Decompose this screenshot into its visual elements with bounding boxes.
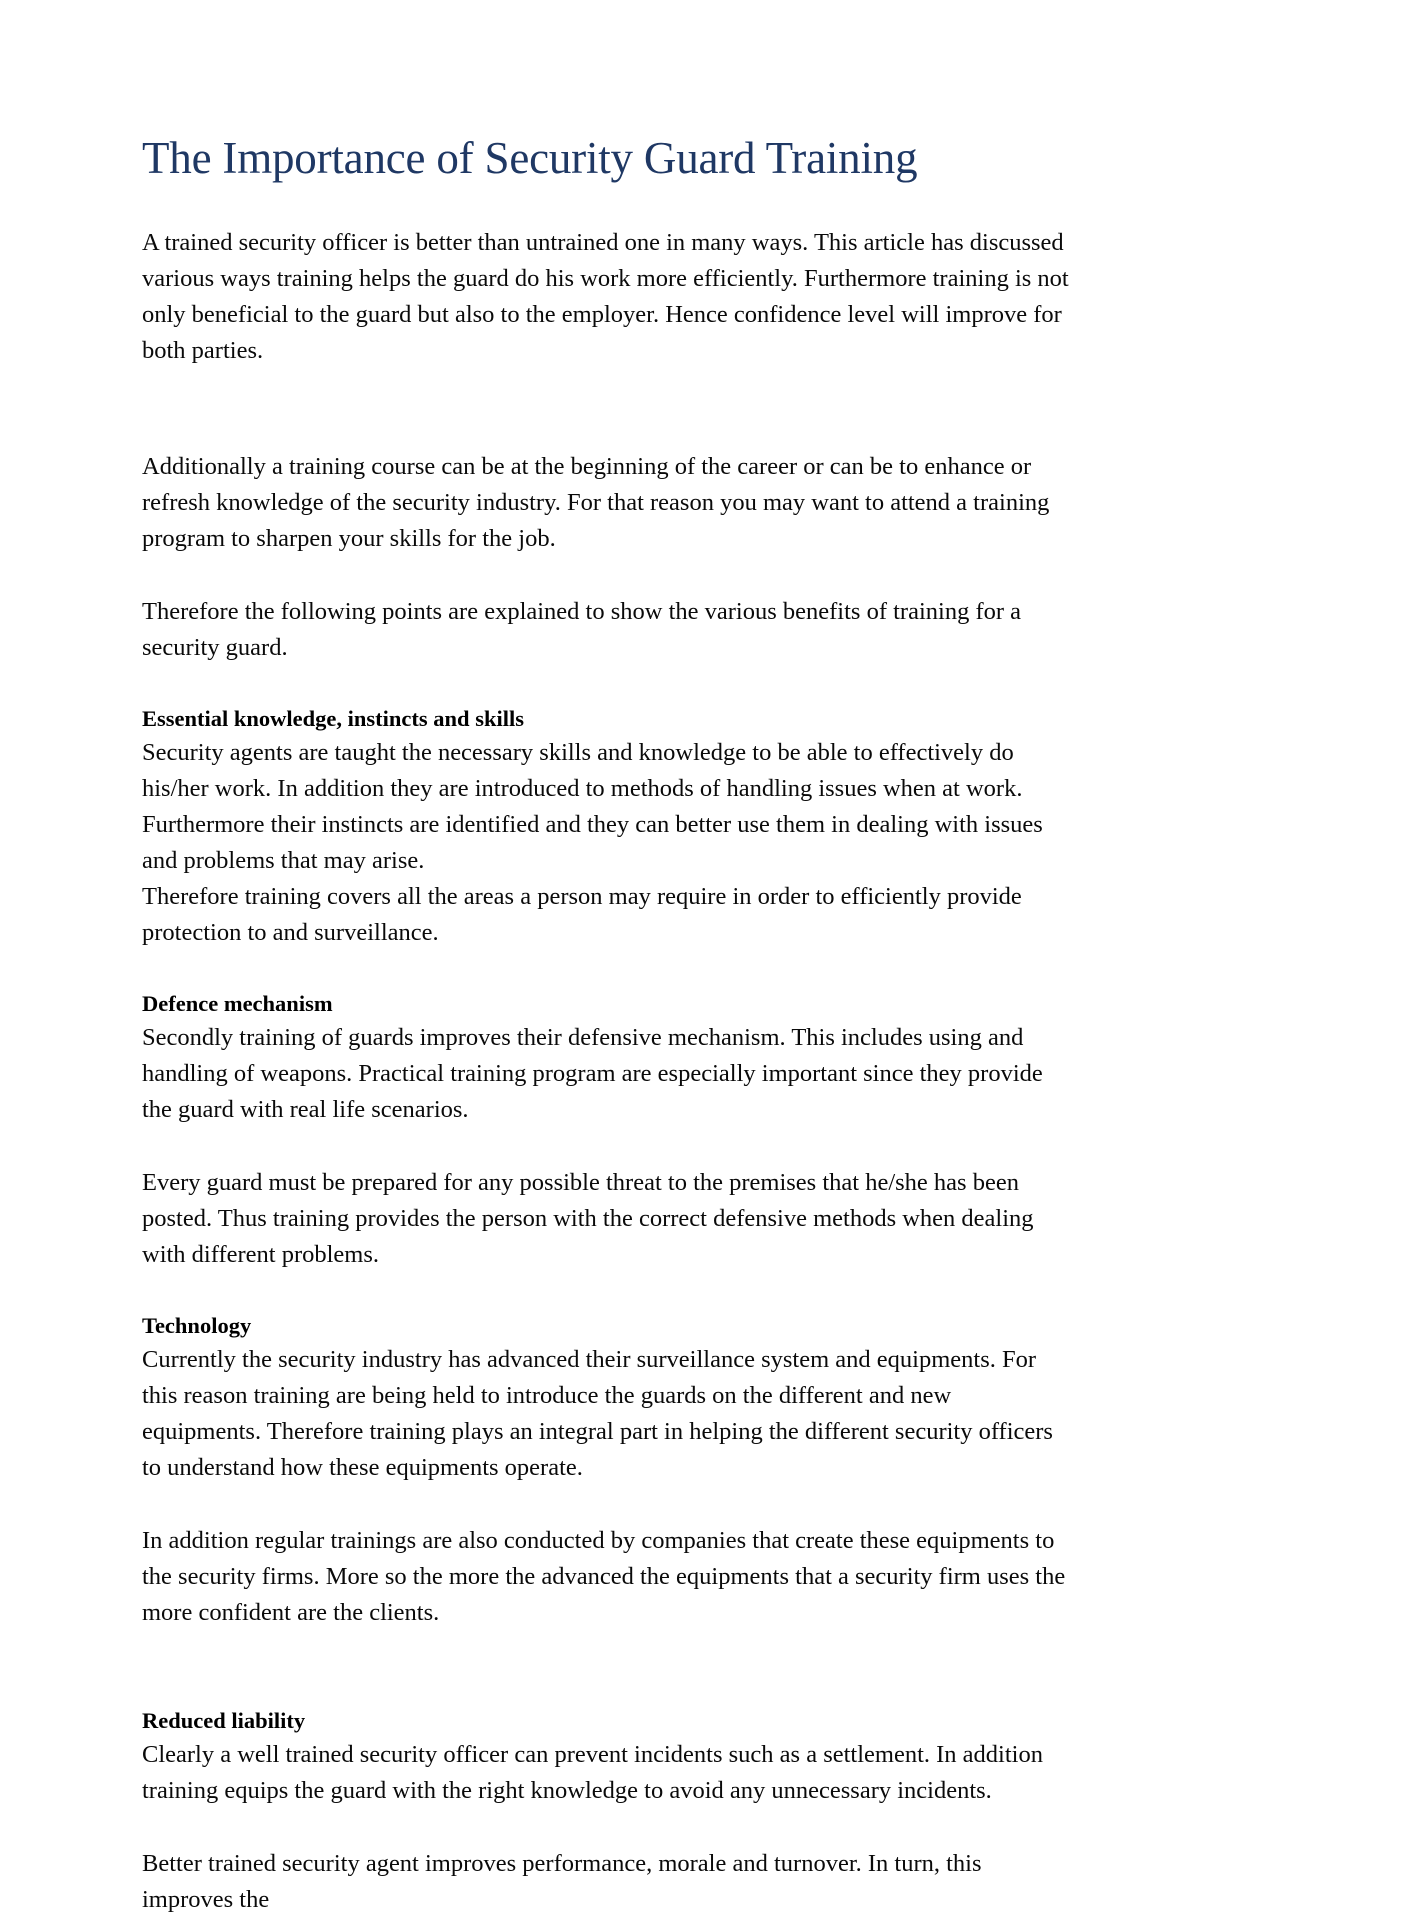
paragraph-defence-2: Every guard must be prepared for any possible threat to the premises that he/she has been posted. Thus training provides the person with the correct defensive methods when dealing with different problems. (142, 1169, 1034, 1269)
paragraph-liability-2: Better trained security agent improves performance, morale and turnover. In turn, this improves the (142, 1850, 982, 1914)
section-heading-reduced-liability: Reduced liability (142, 1708, 306, 1734)
spacer (142, 951, 1072, 988)
paragraph-defence-1: Secondly training of guards improves their defensive mechanism. This includes using and handling of weapons. Practical training program are especially important since they provide the guard with real life scenarios. (142, 1024, 1043, 1124)
section-heading-essential-knowledge: Essential knowledge, instincts and skills (142, 706, 524, 732)
section-heading-defence-mechanism: Defence mechanism (142, 991, 333, 1017)
paragraph-technology-1: Currently the security industry has advanced their surveillance system and equipments. For this reason training are being held to introduce the guards on the different and new equipments. Therefore training plays an integral part in helping the different security officers to understand how these equipments operate. (142, 1346, 1053, 1482)
spacer (142, 1486, 1072, 1523)
paragraph-intro-1: A trained security officer is better than untrained one in many ways. This article has discussed various ways training helps the guard do his work more efficiently. Furthermore training is not only beneficial to the guard but also to the employer. Hence confidence level will improve for both parties. (142, 229, 1069, 365)
paragraph-intro-2: Additionally a training course can be at the beginning of the career or can be to enhance or refresh knowledge of the security industry. For that reason you may want to attend a training program to sharpen your skills for the job. (142, 453, 1050, 553)
paragraph-intro-3: Therefore the following points are explained to show the various benefits of training for a security guard. (142, 598, 1022, 662)
spacer (142, 666, 1072, 703)
spacer (142, 1273, 1072, 1310)
page-title: The Importance of Security Guard Training (142, 133, 918, 183)
spacer (142, 369, 1072, 449)
spacer (142, 1809, 1072, 1846)
spacer (142, 1128, 1072, 1165)
paragraph-liability-1: Clearly a well trained security officer can prevent incidents such as a settlement. In addition training equips the guard with the right knowledge to avoid any unnecessary incidents. (142, 1741, 1043, 1805)
section-heading-technology: Technology (142, 1313, 252, 1339)
paragraph-essential-1: Security agents are taught the necessary skills and knowledge to be able to effectively do his/her work. In addition they are introduced to methods of handling issues when at work. Furthermore their instincts are identified and they can better use them in dealing with issues and problems that may arise. (142, 739, 1043, 875)
paragraph-essential-2: Therefore training covers all the areas a person may require in order to efficiently provide protection to and surveillance. (142, 883, 1022, 947)
paragraph-technology-2: In addition regular trainings are also conducted by companies that create these equipments to the security firms. More so the more the advanced the equipments that a security firm uses the more confident are the clients. (142, 1527, 1066, 1627)
spacer (142, 557, 1072, 594)
spacer (142, 1631, 1072, 1705)
